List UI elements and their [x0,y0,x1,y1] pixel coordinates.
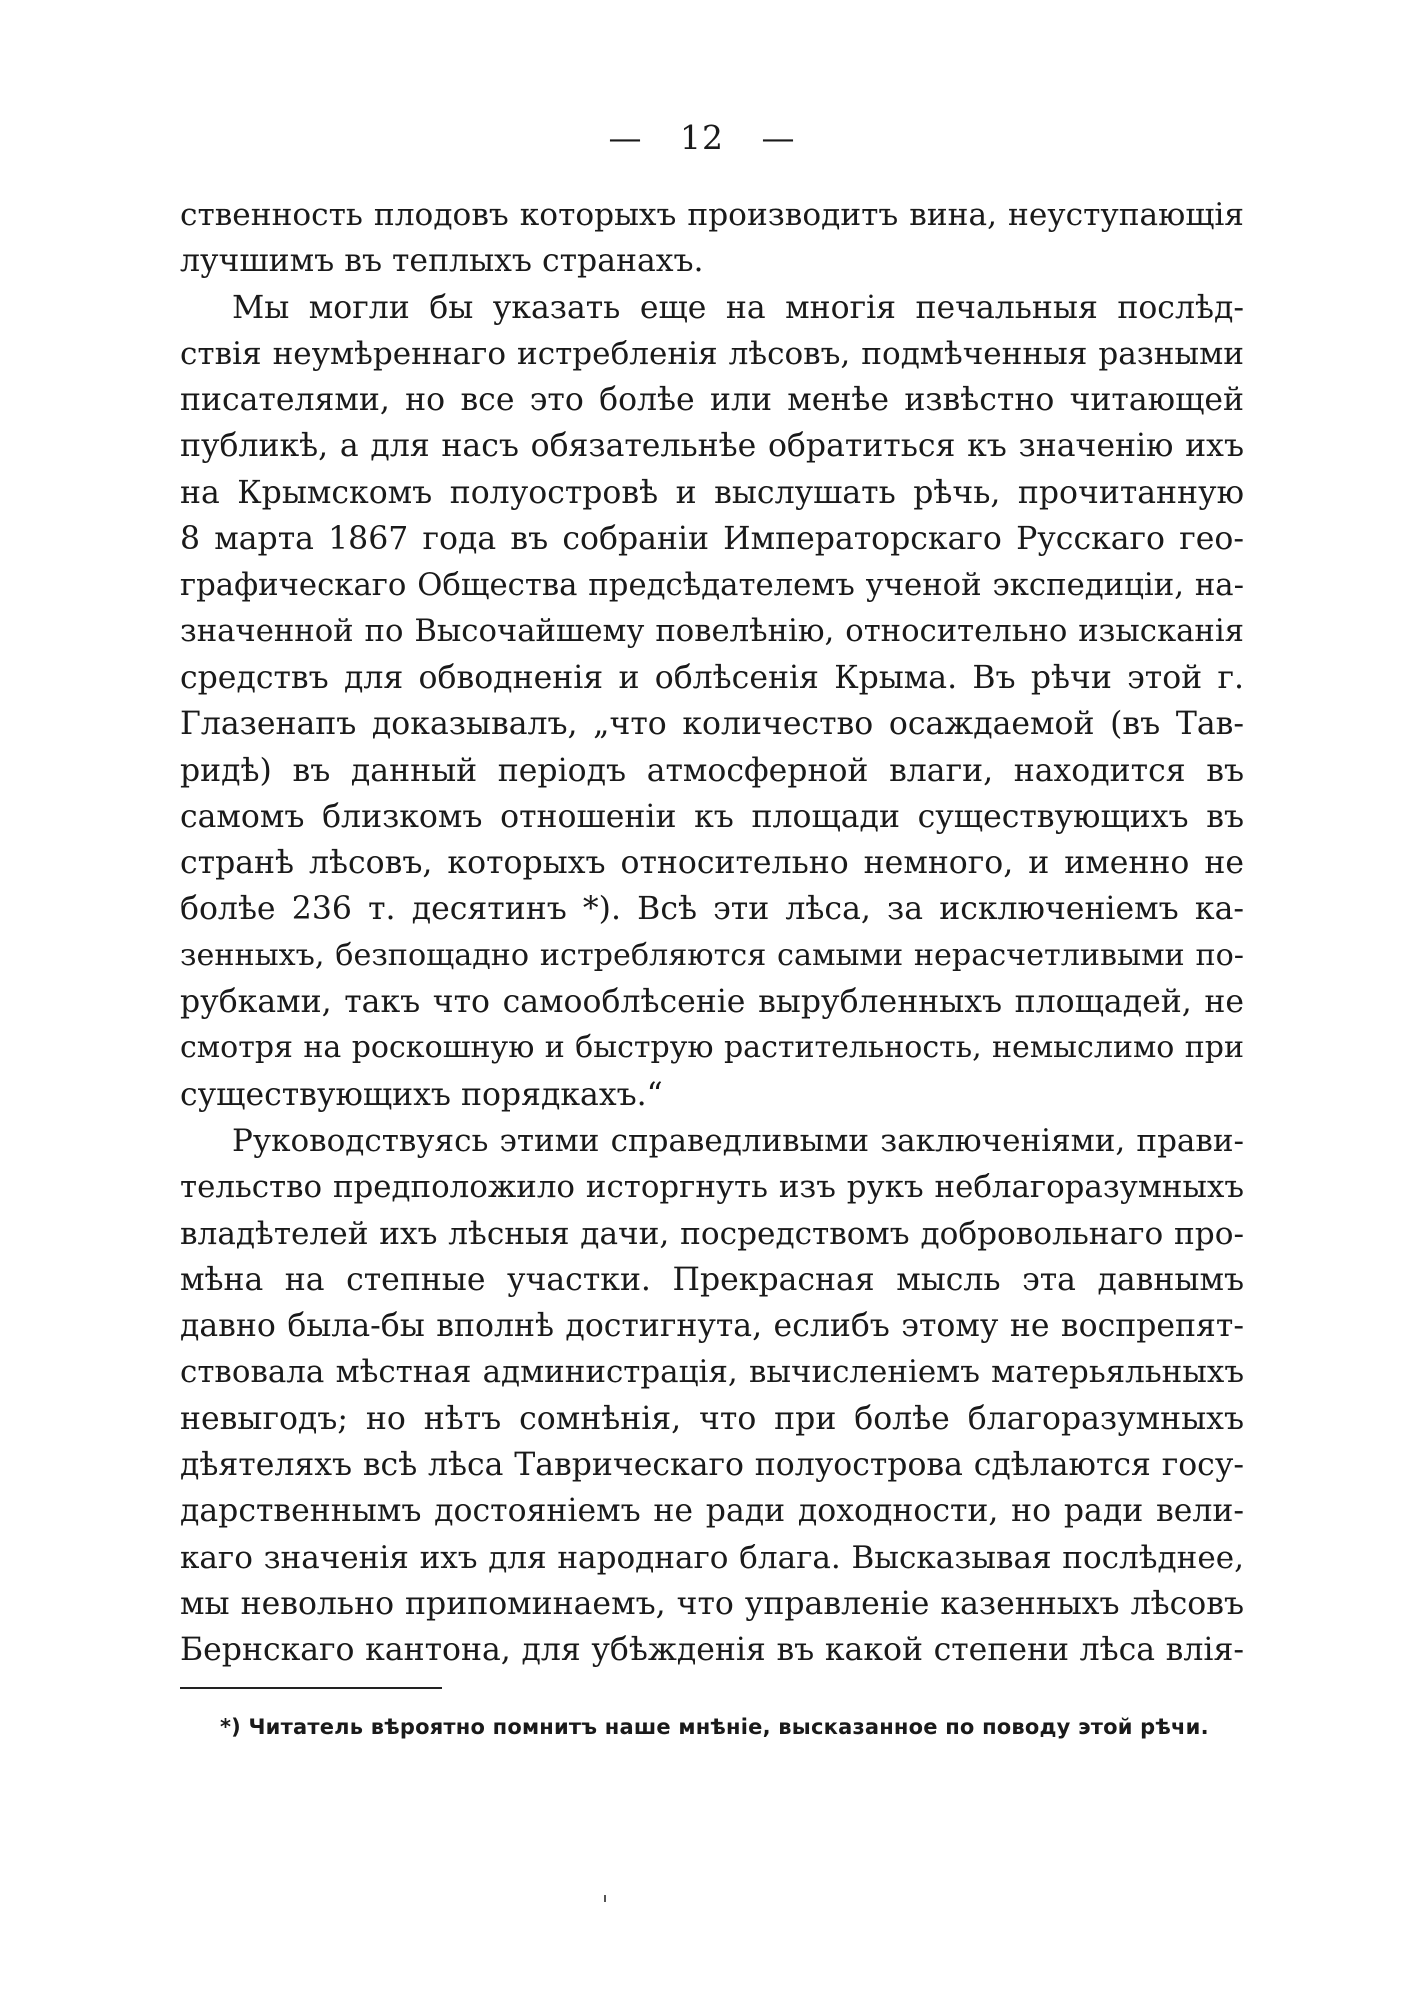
text-line: рубками, такъ что самооблѣсеніе вырубленныхъ площадей, не [180,984,1244,1021]
text-line: значенной по Высочайшему повелѣнію, относительно изысканія [180,613,1244,649]
text-line: болѣе 236 т. десятинъ *). Всѣ эти лѣса, за исключеніемъ ка- [180,891,1244,928]
text-line: давно была-бы вполнѣ достигнута, еслибъ этому не воспрепят- [180,1308,1244,1345]
text-line: Мы могли бы указать еще на многія печальныя послѣд- [232,289,1244,326]
text-line: ственность плодовъ которыхъ производитъ вина, неуступающія [180,197,1244,233]
text-line: писателями, но все это болѣе или менѣе извѣстно читающей [180,382,1244,419]
text-line: каго значенія ихъ для народнаго блага. Высказывая послѣднее, [180,1539,1244,1576]
footnote: *) Читатель вѣроятно помнитъ наше мнѣніе, высказанное по поводу этой рѣчи. [220,1715,1209,1739]
text-line: средствъ для обводненія и облѣсенія Крыма. Въ рѣчи этой г. [180,659,1244,696]
footnote-divider [180,1687,442,1689]
text-line: ридѣ) въ данный періодъ атмосферной влаги, находится въ [180,752,1244,789]
text-line: владѣтелей ихъ лѣсныя дачи, посредствомъ добровольнаго про- [180,1215,1244,1252]
text-line: невыгодъ; но нѣтъ сомнѣнія, что при болѣе благоразумныхъ [180,1400,1244,1437]
page-header [0,118,1404,157]
text-line: зенныхъ, безпощадно истребляются самыми нерасчетливыми по- [180,937,1244,973]
text-line: дѣятеляхъ всѣ лѣса Таврическаго полуострова сдѣлаются госу- [180,1447,1244,1484]
text-line: существующихъ порядкахъ.“ [180,1076,663,1113]
text-line: тельство предположило исторгнуть изъ рукъ неблагоразумныхъ [180,1169,1244,1206]
text-line: ствовала мѣстная администрація, вычисленіемъ матерьяльныхъ [180,1354,1244,1391]
print-speck [604,1895,606,1902]
text-line: Глазенапъ доказывалъ, „что количество осаждаемой (въ Тав- [180,706,1244,743]
text-line: публикѣ, а для насъ обязательнѣе обратиться къ значенію ихъ [180,428,1244,465]
text-line: самомъ близкомъ отношеніи къ площади существующихъ въ [180,798,1244,835]
text-line: мы невольно припоминаемъ, что управленіе казенныхъ лѣсовъ [180,1585,1244,1622]
text-line: Руководствуясь этими справедливыми заключеніями, прави- [232,1122,1244,1159]
header-dash-left: — [608,118,643,157]
text-line: графическаго Общества предсѣдателемъ ученой экспедиціи, на- [180,567,1244,604]
text-line: Бернскаго кантона, для убѣжденія въ какой степени лѣса влія- [180,1632,1244,1669]
page-number: 12 [680,118,724,157]
text-line: странѣ лѣсовъ, которыхъ относительно немного, и именно не [180,845,1244,882]
text-line: лучшимъ въ теплыхъ странахъ. [180,243,704,280]
text-line: на Крымскомъ полуостровѣ и выслушать рѣчь, прочитанную [180,474,1244,511]
header-dash-right: — [761,118,796,157]
text-line: 8 марта 1867 года въ собраніи Императорскаго Русскаго гео- [180,521,1244,558]
text-line: ствія неумѣреннаго истребленія лѣсовъ, подмѣченныя разными [180,335,1244,372]
body-text [180,192,1244,1674]
text-line: мѣна на степные участки. Прекрасная мысль эта давнымъ [180,1261,1244,1298]
text-line: дарственнымъ достояніемъ не ради доходности, но ради вели- [180,1493,1244,1530]
text-line: смотря на роскошную и быструю растительность, немыслимо при [180,1030,1244,1066]
